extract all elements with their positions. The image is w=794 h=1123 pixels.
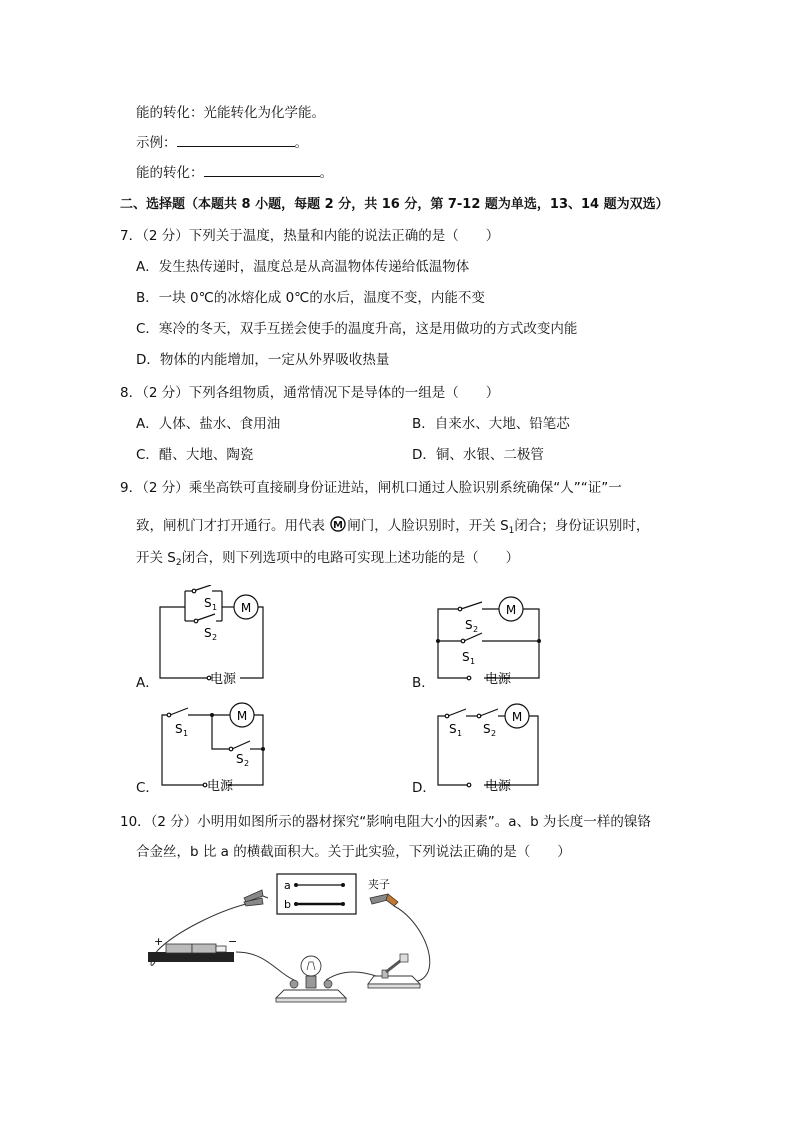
- wire-b-label: b: [284, 898, 291, 911]
- subscript: 1: [470, 657, 476, 666]
- circuit-b[interactable]: [432, 595, 552, 699]
- circuit-d-label[interactable]: D．: [412, 780, 436, 796]
- subscript: 2: [212, 633, 218, 642]
- wire-a-label: a: [284, 879, 291, 892]
- q9-line2-a: 致，闸机门才打开通行。用代表: [136, 518, 325, 534]
- q9-line2-b: 闸门，人脸识别时，开关 S: [347, 518, 509, 534]
- section-heading: 二、选择题（本题共 8 小题，每题 2 分，共 16 分，第 7-12 题为单选，13、14 题为双选）: [120, 197, 669, 212]
- switch-s1-label: S: [449, 722, 457, 736]
- circuit-c-label[interactable]: C．: [136, 780, 159, 796]
- switch-s1-label: S: [462, 650, 470, 664]
- switch-s2-label: S: [236, 752, 244, 766]
- resistance-apparatus-figure: [136, 872, 446, 1011]
- switch-s2-label: S: [204, 626, 212, 640]
- circuit-c[interactable]: [150, 700, 280, 804]
- knife-switch-icon: [368, 954, 420, 988]
- q7-option-d[interactable]: D．物体的内能增加，一定从外界吸收热量: [136, 352, 390, 368]
- q8-option-c[interactable]: C．醋、大地、陶瓷: [136, 447, 254, 463]
- energy-label: 能的转化：: [136, 165, 204, 181]
- motor-symbol-icon: [329, 516, 347, 534]
- clip-label: 夹子: [368, 878, 390, 891]
- example-line: [136, 134, 308, 152]
- switch-s1-label: S: [204, 596, 212, 610]
- q9-line3-a: 开关 S: [136, 550, 176, 566]
- q7-option-b[interactable]: B．一块 0℃的冰熔化成 0℃的水后，温度不变，内能不变: [136, 290, 485, 306]
- switch-s2-label: S: [483, 722, 491, 736]
- power-label: 电源: [207, 779, 234, 794]
- energy-conversion-line: 能的转化：光能转化为化学能。: [136, 105, 325, 121]
- q10-line2: 合金丝，b 比 a 的横截面积大。关于此实验，下列说法正确的是（ ）: [136, 844, 571, 860]
- q8-option-a[interactable]: A．人体、盐水、食用油: [136, 416, 281, 432]
- subscript: 2: [175, 558, 182, 568]
- switch-s1-label: S: [175, 722, 183, 736]
- circuit-d[interactable]: [432, 700, 552, 804]
- power-label: 电源: [485, 779, 512, 794]
- q7-option-a[interactable]: A．发生热传递时，温度总是从高温物体传递给低温物体: [136, 259, 470, 275]
- motor-label: M: [505, 603, 517, 617]
- q8-stem: 8．（2 分）下列各组物质，通常情况下是导体的一组是（ ）: [120, 385, 500, 401]
- q7-stem: 7．（2 分）下列关于温度，热量和内能的说法正确的是（ ）: [120, 228, 500, 244]
- circuit-a-label[interactable]: A．: [136, 675, 159, 691]
- left-clip-icon: [244, 890, 268, 906]
- subscript: 1: [212, 603, 218, 612]
- motor-label: M: [511, 710, 523, 724]
- battery-plus-label: +: [154, 935, 164, 948]
- period: 。: [319, 165, 333, 181]
- subscript: 1: [508, 526, 515, 536]
- power-label: 电源: [485, 672, 512, 687]
- q9-line1: 9．（2 分）乘坐高铁可直接刷身份证进站，闸机口通过人脸识别系统确保“人”“证”一: [120, 480, 622, 496]
- q9-line2: [136, 516, 649, 540]
- right-clip-icon: [370, 894, 398, 906]
- q9-line3: [136, 549, 519, 572]
- lamp-icon: [276, 956, 346, 1002]
- q9-line3-b: 闭合，则下列选项中的电路可实现上述功能的是（ ）: [181, 550, 520, 566]
- example-label: 示例：: [136, 135, 177, 151]
- motor-label: M: [236, 709, 248, 723]
- q8-option-b[interactable]: B．自来水、大地、铅笔芯: [412, 416, 570, 432]
- power-label: 电源: [210, 672, 237, 687]
- switch-s2-label: S: [465, 618, 473, 632]
- battery-minus-label: −: [228, 935, 238, 948]
- subscript: 2: [491, 729, 497, 738]
- energy-blank[interactable]: [204, 164, 320, 177]
- subscript: 2: [244, 759, 250, 768]
- motor-label: M: [240, 601, 252, 615]
- q9-line2-c: 闭合；身份证识别时，: [514, 518, 650, 534]
- q10-line1: 10．（2 分）小明用如图所示的器材探究“影响电阻大小的因素”。a、b 为长度一样的镍铬: [120, 814, 651, 830]
- subscript: 2: [473, 625, 479, 634]
- motor-letter: M: [333, 520, 344, 531]
- energy-line: [136, 164, 333, 182]
- example-blank[interactable]: [177, 134, 295, 147]
- q8-option-d[interactable]: D．铜、水银、二极管: [412, 447, 544, 463]
- subscript: 1: [183, 729, 189, 738]
- circuit-b-label[interactable]: B．: [412, 675, 435, 691]
- q7-option-c[interactable]: C．寒冷的冬天，双手互搓会使手的温度升高，这是用做功的方式改变内能: [136, 321, 578, 337]
- period: 。: [294, 135, 308, 151]
- subscript: 1: [457, 729, 463, 738]
